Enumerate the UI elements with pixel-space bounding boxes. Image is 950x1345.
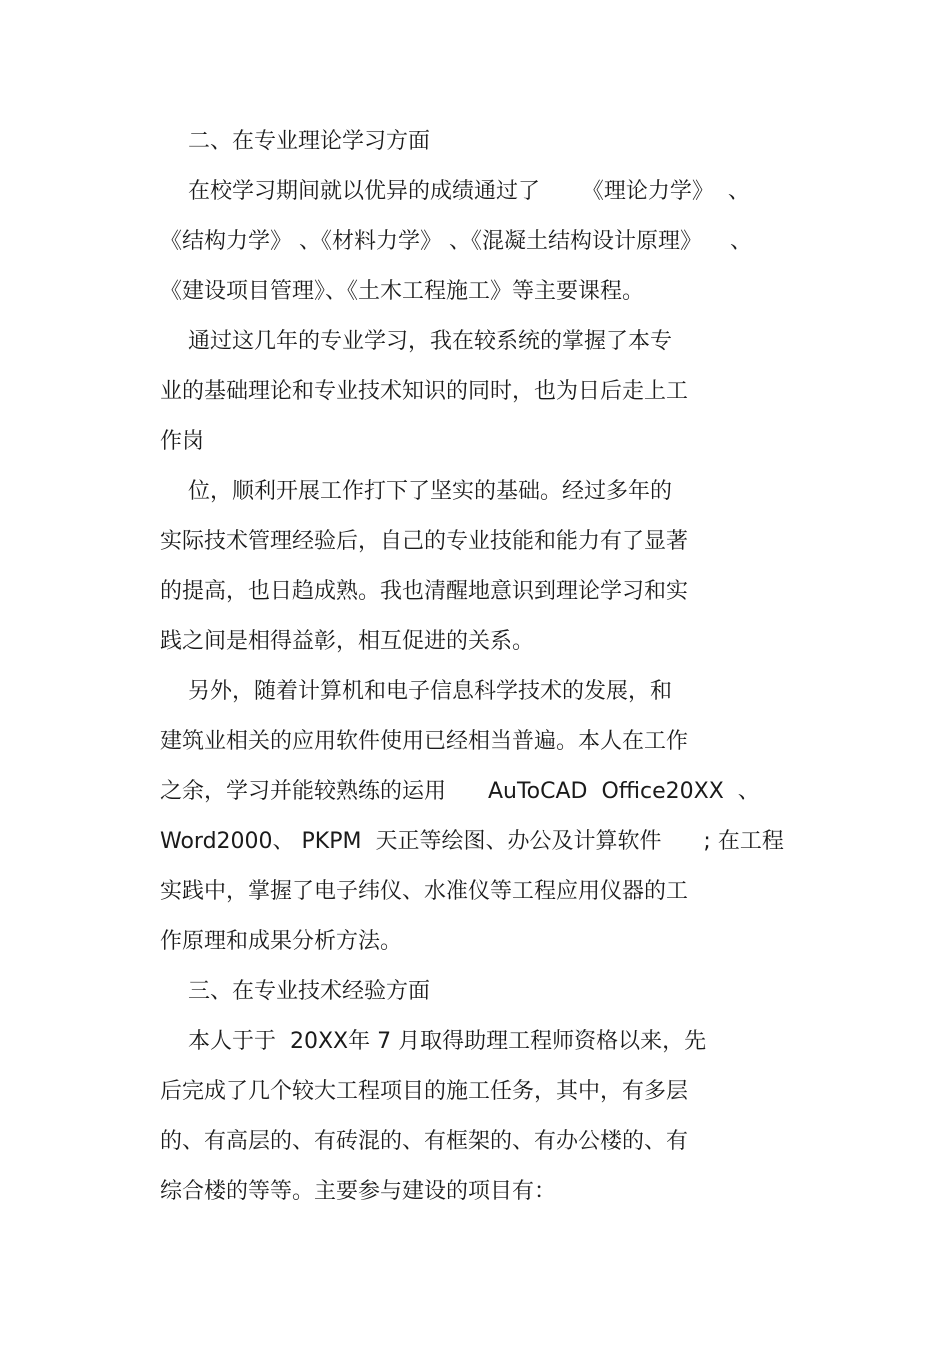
- paragraph-line: 综合楼的等等。主要参与建设的项目有：: [160, 1179, 557, 1204]
- paragraph-line: Word2000、 PKPM 天正等绘图、办公及计算软件 ; 在工程: [160, 829, 784, 854]
- paragraph-line: 作岗: [160, 429, 205, 454]
- paragraph-line: 实践中，掌握了电子纬仪、水准仪等工程应用仪器的工: [160, 879, 689, 904]
- paragraph-line: 本人于于 20XX年 7 月取得助理工程师资格以来，先: [160, 1029, 707, 1054]
- paragraph-line: 的提高，也日趋成熟。我也清醒地意识到理论学习和实: [160, 579, 689, 604]
- paragraph-line: 通过这几年的专业学习，我在较系统的掌握了本专: [160, 329, 672, 354]
- paragraph-line: 后完成了几个较大工程项目的施工任务，其中，有多层: [160, 1079, 689, 1104]
- paragraph-line: 《建设项目管理》、《土木工程施工》等主要课程。: [160, 279, 645, 304]
- paragraph-line: 建筑业相关的应用软件使用已经相当普遍。本人在工作: [160, 729, 689, 754]
- paragraph-line: 践之间是相得益彰，相互促进的关系。: [160, 629, 535, 654]
- paragraph-line: 实际技术管理经验后，自己的专业技能和能力有了显著: [160, 529, 689, 554]
- paragraph-line: 作原理和成果分析方法。: [160, 929, 403, 954]
- section-heading-experience: 三、在专业技术经验方面: [160, 979, 430, 1004]
- paragraph-line: 位，顺利开展工作打下了坚实的基础。经过多年的: [160, 479, 672, 504]
- section-heading-theory: 二、在专业理论学习方面: [160, 129, 430, 154]
- paragraph-line: 业的基础理论和专业技术知识的同时，也为日后走上工: [160, 379, 689, 404]
- paragraph-line: 的、有高层的、有砖混的、有框架的、有办公楼的、有: [160, 1129, 689, 1154]
- paragraph-line: 《结构力学》 、《材料力学》 、《混凝土结构设计原理》 、: [160, 229, 752, 254]
- paragraph-line: 在校学习期间就以优异的成绩通过了 《理论力学》 、: [160, 179, 750, 204]
- paragraph-line: 另外，随着计算机和电子信息科学技术的发展，和: [160, 679, 672, 704]
- paragraph-line: 之余，学习并能较熟练的运用 AuToCAD Office20XX 、: [160, 779, 760, 804]
